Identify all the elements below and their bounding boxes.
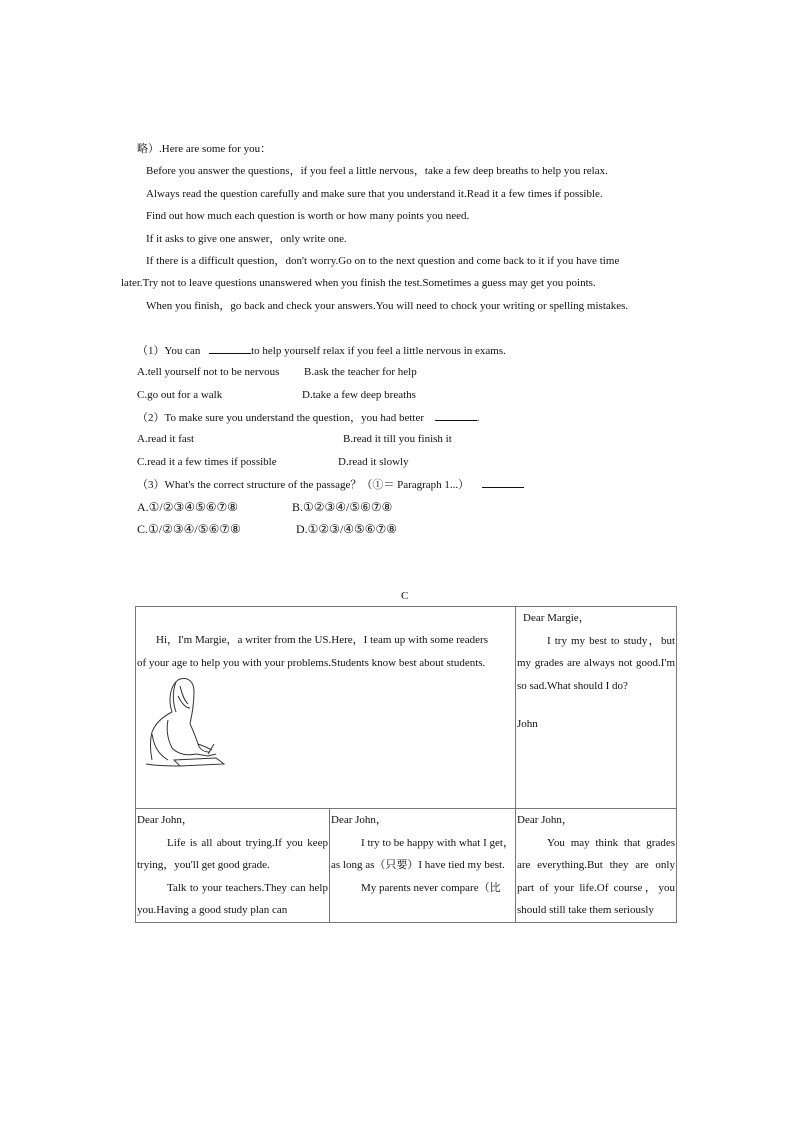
- reply-3-greeting: Dear John，: [517, 814, 573, 826]
- margie-intro-text: of your age to help you with your problems.Students know best about students.: [137, 656, 486, 669]
- reply-1-greeting: Dear John，: [137, 814, 193, 826]
- john-letter-signature: John: [517, 718, 538, 730]
- reply-3-cell: [516, 809, 677, 923]
- question-1-suffix: to help yourself relax if you feel a little nervous in exams.: [251, 345, 506, 357]
- question-2-suffix: .: [476, 412, 480, 424]
- q2-option-c: C.read it a few times if possible: [137, 456, 277, 468]
- reply-2-greeting: Dear John，: [331, 814, 387, 826]
- q1-option-c: C.go out for a walk: [137, 389, 223, 401]
- q2-option-a: A.read it fast: [137, 433, 195, 445]
- john-letter-body: I try my best to study，but my grades are always not good.I'm so sad.What should I do?: [517, 634, 675, 692]
- q2-option-b: B.read it till you finish it: [343, 433, 452, 445]
- q1-option-b: B.ask the teacher for help: [304, 366, 417, 378]
- q3-option-d: D.①②③/④⑤⑥⑦⑧: [296, 522, 398, 536]
- question-1-answer-blank[interactable]: [209, 342, 251, 354]
- q3-option-a: A.①/②③④⑤⑥⑦⑧: [137, 500, 239, 514]
- margie-intro-cell: [136, 607, 516, 809]
- question-3-prefix: （3）What's the correct structure of the passage？（①＝ Paragraph 1...）: [137, 479, 470, 491]
- question-3-answer-blank[interactable]: [482, 476, 524, 488]
- john-letter-cell: [516, 607, 677, 809]
- question-2-prefix: （2）To make sure you understand the question，you had better: [137, 412, 424, 424]
- tip-5: If there is a difficult question，don't worry.Go on to the next question and come back to it if you have time: [146, 255, 620, 267]
- girl-writing-sketch: [138, 674, 230, 774]
- question-1-prefix: （1）You can: [137, 345, 201, 357]
- passage-intro: 略）.Here are some for you：: [137, 143, 272, 155]
- tip-1: Before you answer the questions，if you feel a little nervous，take a few deep breaths to help you relax.: [146, 165, 608, 177]
- q3-option-b: B.①②③④/⑤⑥⑦⑧: [292, 500, 393, 514]
- reply-3-paragraph-1: You may think that grades are everything.But they are only part of your life.Of course，you should still take them seriously: [517, 836, 675, 916]
- q1-option-a: A.tell yourself not to be nervous: [137, 366, 280, 378]
- question-2-answer-blank[interactable]: [435, 409, 477, 421]
- tip-4: If it asks to give one answer，only write one.: [146, 233, 347, 245]
- section-c-title: C: [401, 590, 409, 602]
- q2-option-d: D.read it slowly: [338, 456, 409, 468]
- margie-intro-first-line: Hi，I'm Margie，a writer from the US.Here，I team up with some readers: [156, 634, 488, 646]
- tip-3: Find out how much each question is worth or how many points you need.: [146, 210, 470, 222]
- question-2: [137, 409, 480, 426]
- reply-2-cell: [330, 809, 516, 923]
- reply-2-paragraph-2: My parents never compare（比: [361, 881, 501, 894]
- tip-2: Always read the question carefully and make sure that you understand it.Read it a few times if possible.: [146, 188, 603, 200]
- reply-2-paragraph-1: I try to be happy with what I get，as long as（只要）I have tied my best.: [331, 836, 514, 871]
- letters-table: [135, 606, 677, 923]
- tip-6: When you finish，go back and check your answers.You will need to chock your writing or spelling mistakes.: [146, 300, 629, 312]
- q1-option-d: D.take a few deep breaths: [302, 389, 416, 401]
- question-3: [137, 476, 524, 493]
- q3-option-c: C.①/②③④/⑤⑥⑦⑧: [137, 522, 241, 536]
- reply-1-cell: [136, 809, 330, 923]
- reply-1-paragraph-1: Life is all about trying.If you keep trying，you'll get good grade.: [137, 836, 328, 871]
- question-1: [137, 342, 506, 359]
- john-letter-greeting: Dear Margie，: [523, 612, 590, 624]
- reply-1-paragraph-2: Talk to your teachers.They can help you.Having a good study plan can: [137, 881, 328, 916]
- tip-5-continued: later.Try not to leave questions unanswered when you finish the test.Sometimes a guess may get you points.: [121, 277, 596, 289]
